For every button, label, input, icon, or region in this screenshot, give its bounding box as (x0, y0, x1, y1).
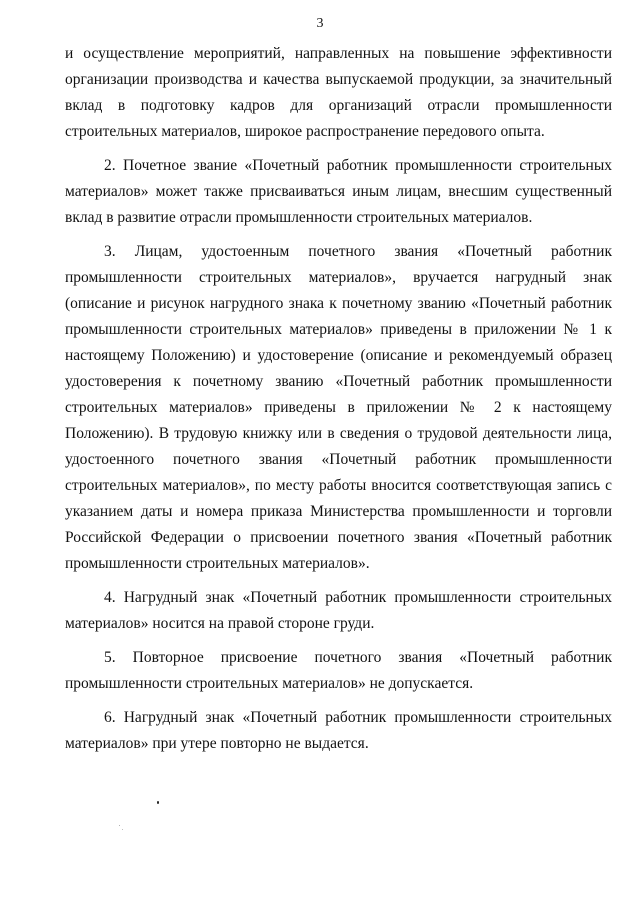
paragraph-3: 3. Лицам, удостоенным почетного звания «Почетный работник промышленности строительных материалов», вручается нагрудный знак (описание и рисунок нагрудного знака к почетному званию «Почетный работник промышленности строительных материалов» приведены в приложении № 1 к настоящему Положению) и удостоверение (описание и рекомендуемый образец удостоверения к почетному званию «Почетный работник промышленности строительных материалов» приведены в приложении № 2 к настоящему Положению). В трудовую книжку или в сведения о трудовой деятельности лица, удостоенного почетного звания «Почетный работник промышленности строительных материалов», по месту работы вносится соответствующая запись с указанием даты и номера приказа Министерства промышленности и торговли Российской Федерации о присвоении почетного звания «Почетный работник промышленности строительных материалов». (65, 243, 612, 572)
paragraph-4: 4. Нагрудный знак «Почетный работник промышленности строительных материалов» носится на правой стороне груди. (65, 589, 612, 632)
scan-speck (122, 829, 123, 830)
paragraph-2: 2. Почетное звание «Почетный работник промышленности строительных материалов» может также присваиваться иным лицам, внесшим существенный вклад в развитие отрасли промышленности строительных материалов. (65, 157, 612, 226)
scan-speck (157, 801, 159, 804)
paragraph-5: 5. Повторное присвоение почетного звания «Почетный работник промышленности строительных материалов» не допускается. (65, 649, 612, 692)
scan-speck (119, 825, 120, 826)
document-body (65, 41, 612, 765)
paragraph-6: 6. Нагрудный знак «Почетный работник промышленности строительных материалов» при утере повторно не выдается. (65, 709, 612, 752)
page-number: 3 (316, 16, 324, 31)
paragraph-continuation: и осуществление мероприятий, направленных на повышение эффективности организации производства и качества выпускаемой продукции, за значительный вклад в подготовку кадров для организаций отрасли промышленности строительных материалов, широкое распространение передового опыта. (65, 45, 612, 140)
